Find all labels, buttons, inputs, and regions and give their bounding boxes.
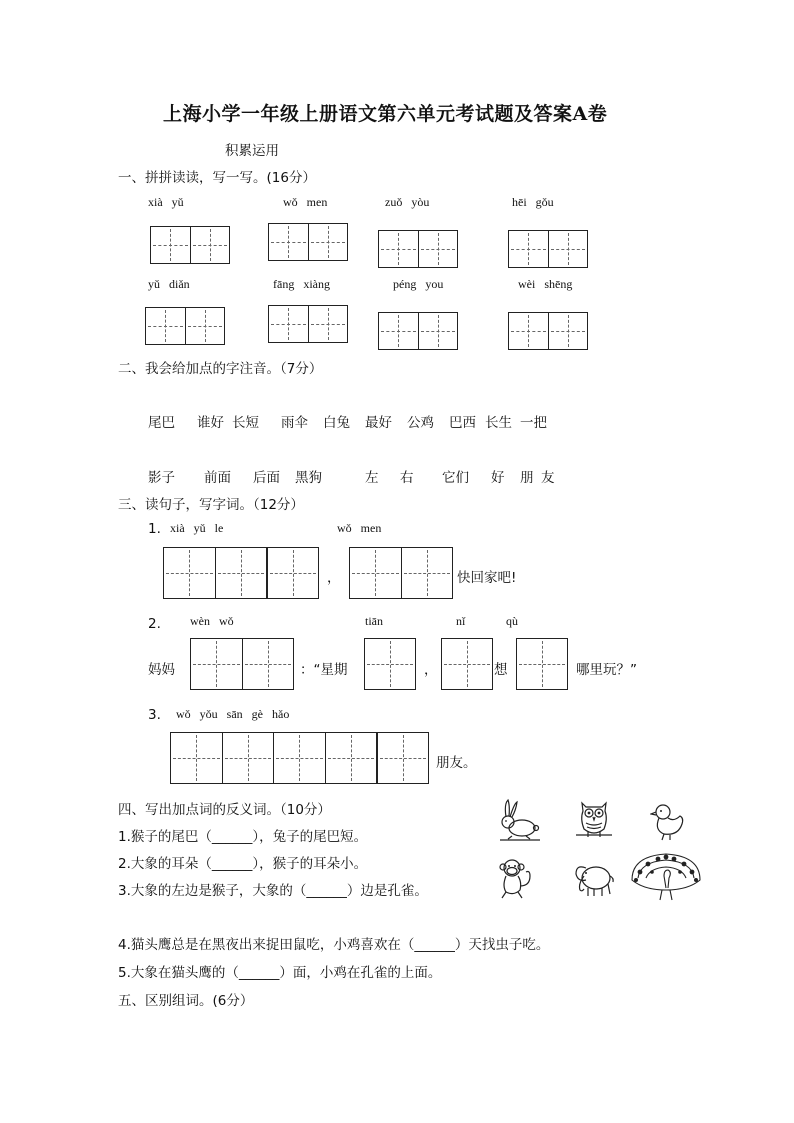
- word: 好: [491, 470, 505, 486]
- word: 长短: [232, 415, 259, 431]
- question-number: 1.: [148, 521, 161, 537]
- word: 后面: [253, 470, 280, 486]
- monkey-icon: [494, 856, 536, 902]
- writing-grid[interactable]: [516, 638, 568, 690]
- word: 黑狗: [295, 470, 322, 486]
- word: 谁好: [197, 415, 224, 431]
- writing-grid[interactable]: [377, 732, 429, 784]
- chick-icon: [650, 800, 688, 842]
- pinyin: zuǒ yòu: [385, 195, 430, 209]
- word: 最好: [365, 415, 392, 431]
- writing-grid[interactable]: [273, 732, 377, 784]
- question-number: 3.: [148, 707, 161, 723]
- sentence-text: 想: [494, 662, 508, 678]
- writing-grid[interactable]: [508, 230, 588, 268]
- word: 朋: [520, 470, 534, 486]
- pinyin: fāng xiàng: [273, 277, 330, 291]
- section4-heading: 四、写出加点词的反义词。（10分）: [118, 802, 331, 818]
- word: 前面: [204, 470, 231, 486]
- word: 右: [400, 470, 414, 486]
- section2-heading: 二、我会给加点的字注音。（7分）: [118, 361, 323, 377]
- word: 影子: [148, 470, 175, 486]
- rabbit-icon: [496, 798, 544, 842]
- word: 白兔: [323, 415, 350, 431]
- writing-grid[interactable]: [170, 732, 274, 784]
- sentence-tail: 哪里玩？”: [576, 662, 637, 678]
- writing-grid[interactable]: [190, 638, 294, 690]
- writing-grid[interactable]: [163, 547, 267, 599]
- question-item: 4.猫头鹰总是在黑夜出来捉田鼠吃，小鸡喜欢在（______）天找虫子吃。: [118, 937, 550, 953]
- writing-grid[interactable]: [441, 638, 493, 690]
- word: 尾巴: [148, 415, 175, 431]
- word: 一把: [520, 415, 547, 431]
- question-item: 2.大象的耳朵（______），猴子的耳朵小。: [118, 856, 368, 872]
- question-item: 1.猴子的尾巴（______），兔子的尾巴短。: [118, 829, 368, 845]
- writing-grid[interactable]: [364, 638, 416, 690]
- sentence-tail: 快回家吧!: [457, 570, 517, 586]
- question-item: 3.大象的左边是猴子，大象的（______）边是孔雀。: [118, 883, 428, 899]
- pinyin: wǒ yǒu sān gè hǎo: [176, 707, 290, 721]
- question-number: 2.: [148, 616, 161, 632]
- pinyin: wèi shēng: [518, 277, 573, 291]
- question-item: 5.大象在猫头鹰的（______）面，小鸡在孔雀的上面。: [118, 965, 442, 981]
- writing-grid[interactable]: [378, 230, 458, 268]
- writing-grid[interactable]: [268, 305, 348, 343]
- pinyin: wèn wǒ: [190, 614, 234, 628]
- pinyin: péng you: [393, 277, 444, 291]
- sentence-tail: 朋友。: [436, 755, 477, 771]
- writing-grid[interactable]: [150, 226, 230, 264]
- writing-grid[interactable]: [378, 312, 458, 350]
- pinyin: wǒ men: [283, 195, 328, 209]
- word: 左: [365, 470, 379, 486]
- pinyin: nǐ: [456, 614, 466, 628]
- elephant-icon: [572, 856, 616, 898]
- writing-grid[interactable]: [267, 547, 319, 599]
- pinyin: qù: [506, 614, 518, 628]
- pinyin: wǒ men: [337, 521, 382, 535]
- pinyin: xià yǔ: [148, 195, 184, 209]
- sentence-lead: 妈妈: [148, 662, 175, 678]
- pinyin: yǔ diǎn: [148, 277, 190, 291]
- section5-heading: 五、区别组词。(6分）: [118, 993, 254, 1009]
- peacock-icon: [628, 850, 704, 904]
- writing-grid[interactable]: [349, 547, 453, 599]
- page-title: 上海小学一年级上册语文第六单元考试题及答案A卷: [163, 103, 608, 125]
- section1-heading: 一、拼拼读读，写一写。(16分）: [118, 170, 316, 186]
- punctuation: ，: [424, 662, 438, 678]
- punctuation: ，: [327, 570, 341, 586]
- word: 雨伞: [281, 415, 308, 431]
- owl-icon: [574, 797, 614, 843]
- writing-grid[interactable]: [145, 307, 225, 345]
- pinyin: xià yǔ le: [170, 521, 224, 535]
- word: 它们: [442, 470, 469, 486]
- subtitle: 积累运用: [225, 143, 279, 159]
- writing-grid[interactable]: [508, 312, 588, 350]
- sentence-text: ：“星期: [300, 662, 348, 678]
- word: 公鸡: [407, 415, 434, 431]
- word: 巴西: [449, 415, 476, 431]
- word: 友: [541, 470, 555, 486]
- word: 长生: [485, 415, 512, 431]
- pinyin: hēi gǒu: [512, 195, 554, 209]
- pinyin: tiān: [365, 614, 383, 628]
- writing-grid[interactable]: [268, 223, 348, 261]
- section3-heading: 三、读句子，写字词。（12分）: [118, 497, 304, 513]
